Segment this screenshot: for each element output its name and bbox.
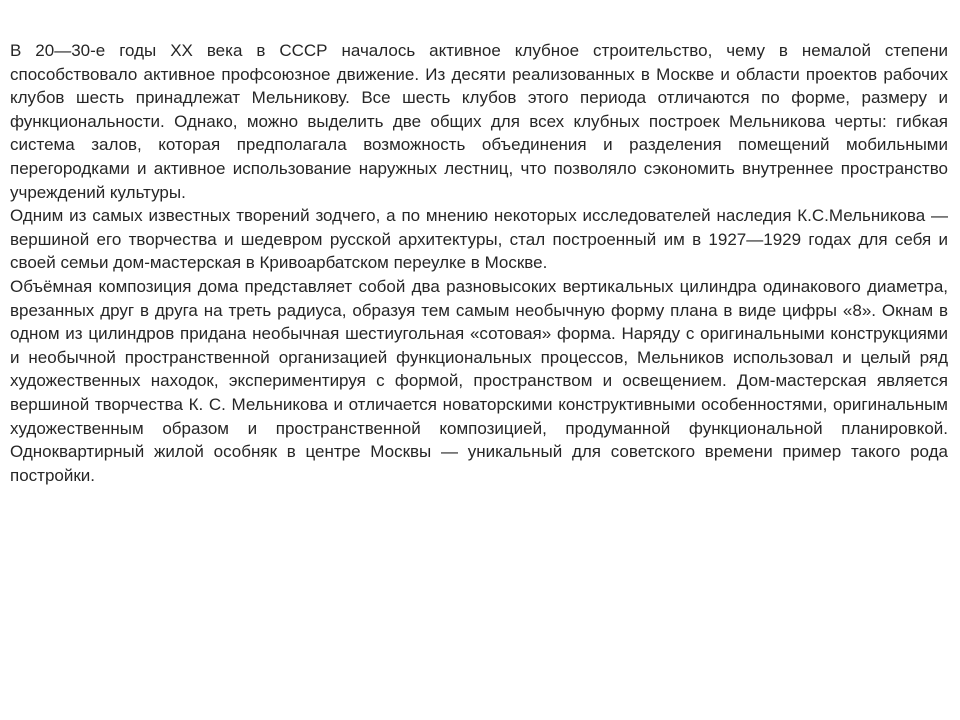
paragraph-house-intro: Одним из самых известных творений зодчего, а по мнению некоторых исследователей наследия К.С.Мельникова — вершиной его творчества и шедевром русской архитектуры, стал построенный им в 1927—1929 годах для себя и своей семьи дом-мастерская в Кривоарбатском переулке в Москве. xyxy=(10,206,948,273)
paragraph-house-composition: Объёмная композиция дома представляет собой два разновысоких вертикальных цилиндра одинакового диаметра, врезанных друг в друга на треть радиуса, образуя тем самым необычную форму плана в виде цифры «8». Окнам в одном из цилиндров придана необычная шестиугольная «сотовая» форма. Наряду с оригинальными конструкциями и необычной пространственной организацией функциональных процессов, Мельников использовал и целый ряд художественных находок, экспериментируя с формой, пространством и освещением. Дом-мастерская является вершиной творчества К. С. Мельникова и отличается новаторскими конструктивными особенностями, оригинальным художественным образом и пространственной композицией, продуманной функциональной планировкой. Одноквартирный жилой особняк в центре Москвы — уникальный для советского времени пример такого рода постройки. xyxy=(10,276,948,485)
body-text xyxy=(10,39,948,487)
paragraph-clubs: В 20—30-е годы XX века в СССР началось активное клубное строительство, чему в немалой степени способствовало активное профсоюзное движение. Из десяти реализованных в Москве и области проектов рабочих клубов шесть принадлежат Мельникову. Все шесть клубов этого периода отличаются по форме, размеру и функциональности. Однако, можно выделить две общих для всех клубных построек Мельникова черты: гибкая система залов, которая предполагала возможность объединения и разделения помещений мобильными перегородками и активное использование наружных лестниц, что позволяло сэкономить внутреннее пространство учреждений культуры. xyxy=(10,41,948,202)
